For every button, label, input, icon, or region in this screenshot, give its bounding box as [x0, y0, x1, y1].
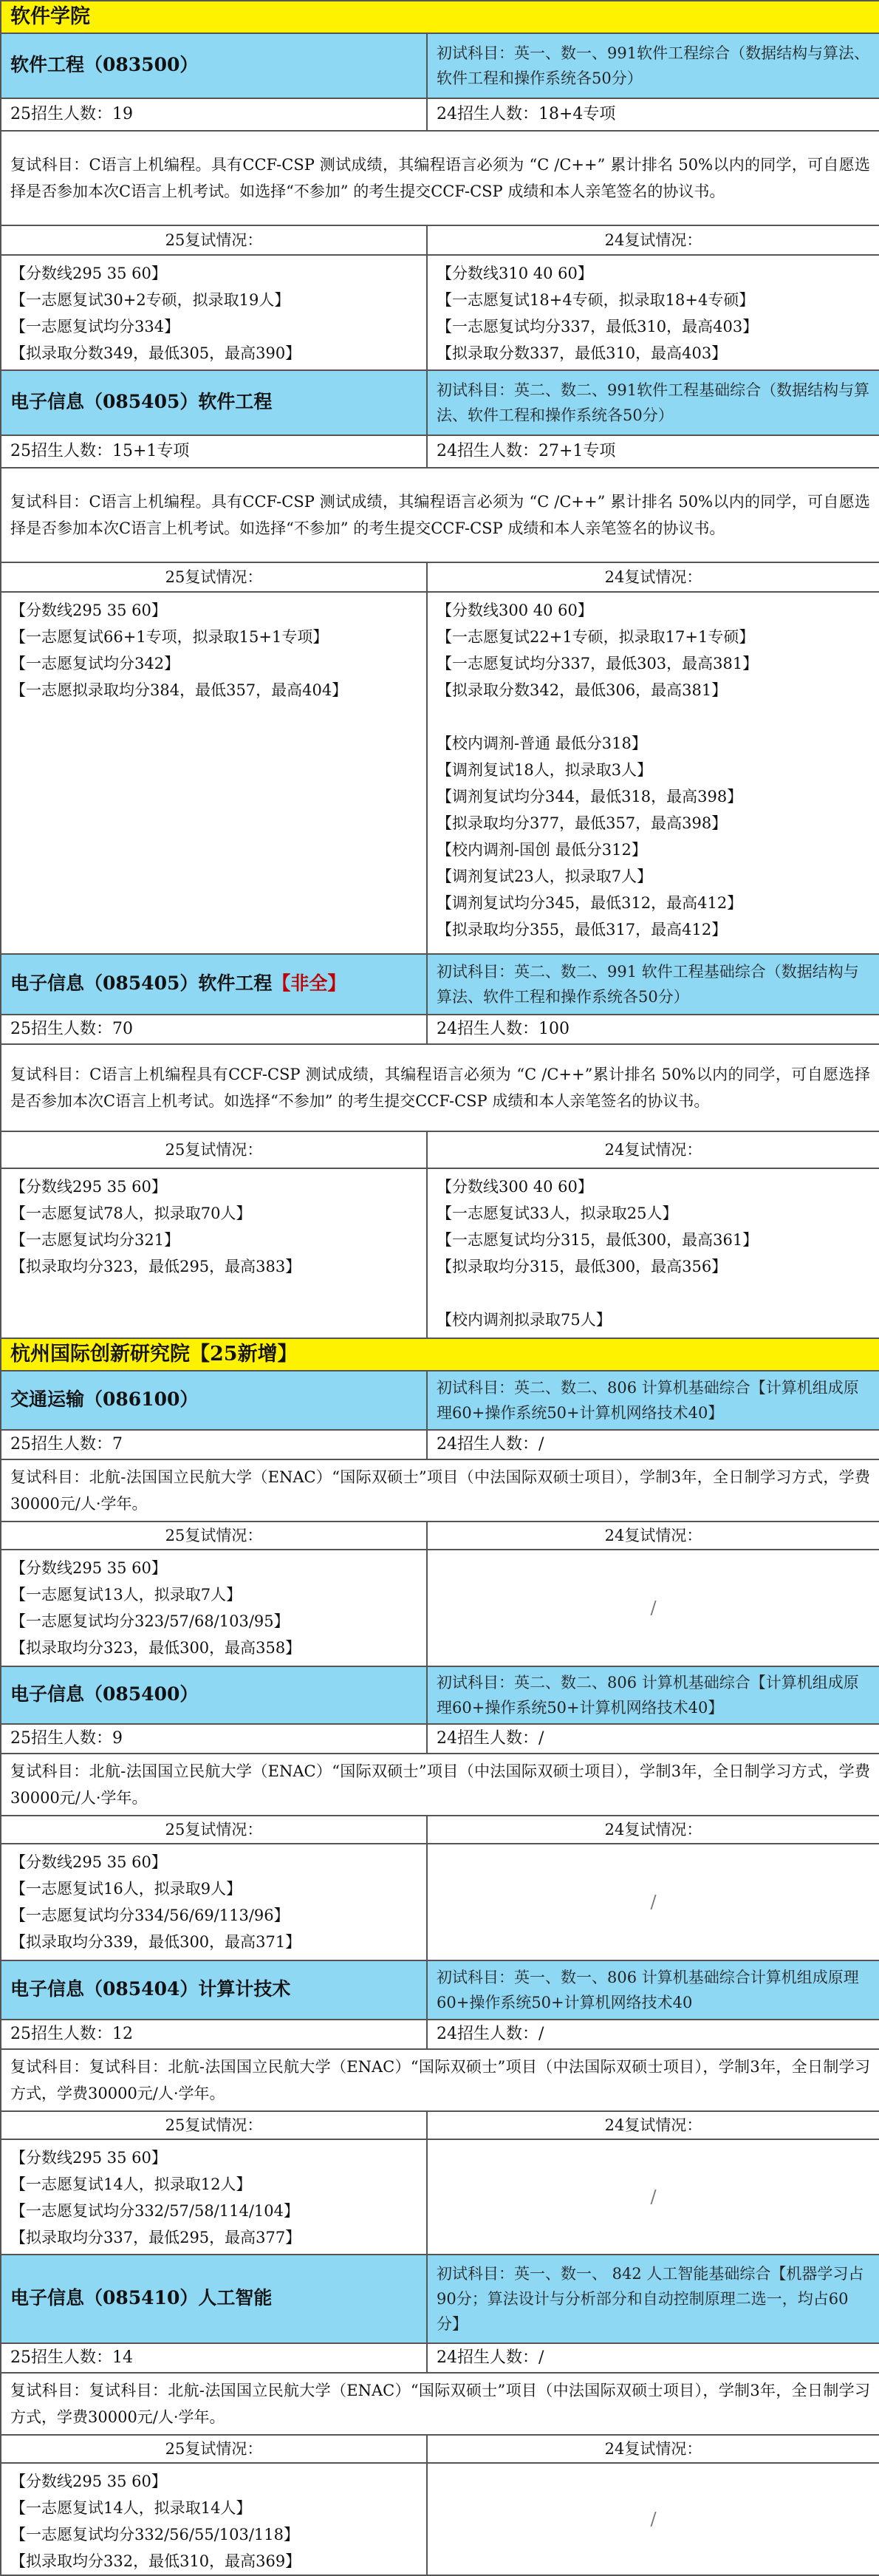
exam-subjects: 初试科目：英一、数一、991软件工程综合（数据结构与算法、软件工程和操作系统各50分）	[427, 33, 879, 98]
stat-line: 【校内调剂-国创 最低分312】	[437, 841, 647, 859]
stat-line: 【拟录取分数342，最低306，最高381】	[437, 681, 728, 699]
blank-line	[437, 703, 870, 730]
stat-line: 【分数线295 35 60】	[10, 1853, 167, 1871]
stat-line: 【一志愿复试78人，拟录取70人】	[10, 1204, 252, 1222]
stats-24-empty: /	[427, 1550, 879, 1666]
retest-subjects: 复试科目：北航-法国国立民航大学（ENAC）“国际双硕士”项目（中法国际双硕士项目），学制3年，全日制学习方式，学费30000元/人·学年。	[1, 1754, 879, 1816]
stat-line: 【校内调剂-普通 最低分318】	[437, 735, 647, 752]
stats-25	[1, 255, 427, 370]
program-name	[1, 370, 427, 435]
stat-line: 【分数线295 35 60】	[10, 1559, 167, 1577]
stat-line: 【分数线310 40 60】	[437, 265, 593, 282]
stat-line: 【一志愿复试16人，拟录取9人】	[10, 1880, 242, 1898]
stat-line: 【拟录取均分323，最低300，最高358】	[10, 1639, 301, 1657]
stat-line: 【调剂复试18人，拟录取3人】	[437, 761, 653, 779]
program-name-text: 电子信息（085400）	[10, 1683, 199, 1705]
stat-line: 【一志愿复试14人，拟录取14人】	[10, 2499, 252, 2517]
retest-subjects: 复试科目：复试科目：北航-法国国立民航大学（ENAC）“国际双硕士”项目（中法国际双硕士项目），学制3年，全日制学习方式，学费30000元/人·学年。	[1, 2049, 879, 2111]
stat-line: 【分数线295 35 60】	[10, 265, 167, 282]
retest-subjects: 复试科目：北航-法国国立民航大学（ENAC）“国际双硕士”项目（中法国际双硕士项目），学制3年，全日制学习方式，学费30000元/人·学年。	[1, 1459, 879, 1522]
stat-line: 【一志愿复试均分332/57/58/114/104】	[10, 2202, 299, 2220]
enroll-24: 24招生人数：18+4专项	[427, 98, 879, 131]
stat-line: 【一志愿复试均分342】	[10, 655, 180, 672]
enroll-25: 25招生人数：7	[1, 1430, 427, 1459]
stats-24-empty: /	[427, 1844, 879, 1960]
program-name-text: 电子信息（085410）人工智能	[10, 2287, 273, 2308]
retest-label-25: 25复试情况：	[1, 2435, 427, 2463]
stats-25	[1, 2139, 427, 2255]
stat-line: 【一志愿复试均分334】	[10, 318, 180, 335]
stats-25	[1, 1844, 427, 1960]
program-name-text: 交通运输（086100）	[10, 1388, 199, 1410]
stat-line: 【拟录取分数349，最低305，最高390】	[10, 344, 301, 362]
stat-line: 【拟录取分数337，最低310，最高403】	[437, 344, 728, 362]
stat-line: 【调剂复试23人，拟录取7人】	[437, 868, 653, 885]
exam-subjects: 初试科目：英二、数二、806 计算机基础综合【计算机组成原理60+操作系统50+计算机网络技术40】	[427, 1371, 879, 1430]
stat-line: 【一志愿复试均分321】	[10, 1231, 180, 1249]
stat-line: 【拟录取均分355，最低317，最高412】	[437, 921, 728, 938]
exam-subjects: 初试科目：英一、数一、 842 人工智能基础综合【机器学习占90分；算法设计与分析部分和自动控制原理二选一，均占60分】	[427, 2255, 879, 2343]
retest-label-24: 24复试情况：	[427, 1522, 879, 1550]
retest-label-25: 25复试情况：	[1, 225, 427, 255]
enroll-24: 24招生人数：/	[427, 2020, 879, 2049]
stat-line: 【分数线300 40 60】	[437, 1178, 593, 1196]
stat-line: 【拟录取均分337，最低295，最高377】	[10, 2229, 301, 2246]
retest-label-25: 25复试情况：	[1, 1131, 427, 1168]
stat-line: 【调剂复试均分344，最低318，最高398】	[437, 788, 743, 805]
stats-24	[427, 1168, 879, 1338]
exam-subjects: 初试科目：英一、数一、806 计算机基础综合计算机组成原理60+操作系统50+计算机网络技术40	[427, 1960, 879, 2020]
stat-line: 【一志愿复试均分332/56/55/103/118】	[10, 2526, 299, 2543]
stat-line: 【分数线295 35 60】	[10, 2149, 167, 2167]
enroll-25: 25招生人数：9	[1, 1724, 427, 1754]
retest-subjects: 复试科目：复试科目：北航-法国国立民航大学（ENAC）“国际双硕士”项目（中法国际双硕士项目），学制3年，全日制学习方式，学费30000元/人·学年。	[1, 2373, 879, 2435]
blank-line	[437, 1280, 870, 1306]
retest-label-24: 24复试情况：	[427, 1131, 879, 1168]
stat-line: 【一志愿拟录取均分384，最低357，最高404】	[10, 681, 348, 699]
stat-line: 【分数线295 35 60】	[10, 2473, 167, 2490]
enroll-24: 24招生人数：/	[427, 1724, 879, 1754]
enroll-24: 24招生人数：27+1专项	[427, 435, 879, 468]
retest-label-25: 25复试情况：	[1, 562, 427, 592]
stat-line: 【拟录取均分339，最低300，最高371】	[10, 1933, 301, 1951]
section-title: 软件学院	[1, 1, 879, 33]
retest-subjects: 复试科目：C语言上机编程具有CCF-CSP 测试成绩，其编程语言必须为 “C /C++”累计排名 50%以内的同学，可自愿选择是否参加本次C语言上机考试。如选择“不参加” 的考生提交CCF-CSP 成绩和本人亲笔签名的协议书。	[1, 1044, 879, 1131]
program-name	[1, 1371, 427, 1430]
stats-24	[427, 592, 879, 954]
exam-subjects: 初试科目：英二、数二、991软件工程基础综合（数据结构与算法、软件工程和操作系统各50分）	[427, 370, 879, 435]
stat-line: 【调剂复试均分345，最低312，最高412】	[437, 894, 743, 912]
stats-24-empty: /	[427, 2139, 879, 2255]
stats-25	[1, 1168, 427, 1338]
section-title: 杭州国际创新研究院【25新增】	[1, 1338, 879, 1371]
retest-label-24: 24复试情况：	[427, 225, 879, 255]
stat-line: 【一志愿复试均分337，最低310，最高403】	[437, 318, 759, 335]
enroll-25: 25招生人数：15+1专项	[1, 435, 427, 468]
stat-line: 【一志愿复试均分323/57/68/103/95】	[10, 1612, 290, 1630]
stat-line: 【一志愿复试均分315，最低300，最高361】	[437, 1231, 759, 1249]
stat-line: 【一志愿复试33人，拟录取25人】	[437, 1204, 678, 1222]
stat-line: 【一志愿复试14人，拟录取12人】	[10, 2175, 252, 2193]
program-name	[1, 2255, 427, 2343]
stat-line: 【一志愿复试均分337，最低303，最高381】	[437, 655, 759, 672]
enroll-24: 24招生人数：/	[427, 1430, 879, 1459]
stats-25	[1, 1550, 427, 1666]
retest-label-24: 24复试情况：	[427, 1816, 879, 1844]
stats-24	[427, 255, 879, 370]
stat-line: 【一志愿复试13人，拟录取7人】	[10, 1586, 242, 1604]
stat-line: 【一志愿复试18+4专硕，拟录取18+4专硕】	[437, 291, 755, 309]
stat-line: 【拟录取均分323，最低295，最高383】	[10, 1258, 301, 1275]
enroll-25: 25招生人数：19	[1, 98, 427, 131]
retest-label-24: 24复试情况：	[427, 2435, 879, 2463]
stat-line: 【分数线300 40 60】	[437, 602, 593, 619]
stats-25	[1, 2463, 427, 2575]
stat-line: 【校内调剂拟录取75人】	[437, 1311, 612, 1329]
program-name	[1, 1666, 427, 1724]
stat-line: 【分数线295 35 60】	[10, 602, 167, 619]
retest-subjects: 复试科目：C语言上机编程。具有CCF-CSP 测试成绩，其编程语言必须为 “C /C++” 累计排名 50%以内的同学，可自愿选择是否参加本次C语言上机考试。如选择“不参加” 的考生提交CCF-CSP 成绩和本人亲笔签名的协议书。	[1, 131, 879, 225]
stat-line: 【一志愿复试66+1专项，拟录取15+1专项】	[10, 628, 329, 646]
stat-line: 【拟录取均分332，最低310，最高369】	[10, 2552, 301, 2570]
exam-subjects: 初试科目：英二、数二、991 软件工程基础综合（数据结构与算法、软件工程和操作系统各50分）	[427, 954, 879, 1015]
stats-24-empty: /	[427, 2463, 879, 2575]
retest-label-25: 25复试情况：	[1, 1816, 427, 1844]
enroll-25: 25招生人数：70	[1, 1015, 427, 1044]
program-name	[1, 33, 427, 98]
stat-line: 【一志愿复试均分334/56/69/113/96】	[10, 1907, 290, 1924]
part-time-tag: 【非全】	[272, 972, 346, 994]
retest-label-24: 24复试情况：	[427, 2111, 879, 2139]
retest-label-25: 25复试情况：	[1, 2111, 427, 2139]
enroll-24: 24招生人数：/	[427, 2343, 879, 2373]
enroll-24: 24招生人数：100	[427, 1015, 879, 1044]
stat-line: 【分数线295 35 60】	[10, 1178, 167, 1196]
stat-line: 【拟录取均分377，最低357，最高398】	[437, 814, 728, 832]
stat-line: 【一志愿复试30+2专硕，拟录取19人】	[10, 291, 290, 309]
stat-line: 【拟录取均分315，最低300，最高356】	[437, 1258, 728, 1275]
program-name-text: 电子信息（085405）软件工程	[10, 391, 273, 412]
program-name-text: 软件工程（083500）	[10, 54, 199, 75]
retest-subjects: 复试科目：C语言上机编程。具有CCF-CSP 测试成绩，其编程语言必须为 “C /C++” 累计排名 50%以内的同学，可自愿选择是否参加本次C语言上机考试。如选择“不参加” 的考生提交CCF-CSP 成绩和本人亲笔签名的协议书。	[1, 468, 879, 562]
program-name	[1, 1960, 427, 2020]
retest-label-25: 25复试情况：	[1, 1522, 427, 1550]
stats-25	[1, 592, 427, 954]
program-name	[1, 954, 427, 1015]
enroll-25: 25招生人数：12	[1, 2020, 427, 2049]
enroll-25: 25招生人数：14	[1, 2343, 427, 2373]
program-name-text: 电子信息（085405）软件工程	[10, 972, 273, 994]
exam-subjects: 初试科目：英二、数二、806 计算机基础综合【计算机组成原理60+操作系统50+计算机网络技术40】	[427, 1666, 879, 1724]
stat-line: 【一志愿复试22+1专硕，拟录取17+1专硕】	[437, 628, 755, 646]
retest-label-24: 24复试情况：	[427, 562, 879, 592]
program-name-text: 电子信息（085404）计算计技术	[10, 1978, 291, 2000]
